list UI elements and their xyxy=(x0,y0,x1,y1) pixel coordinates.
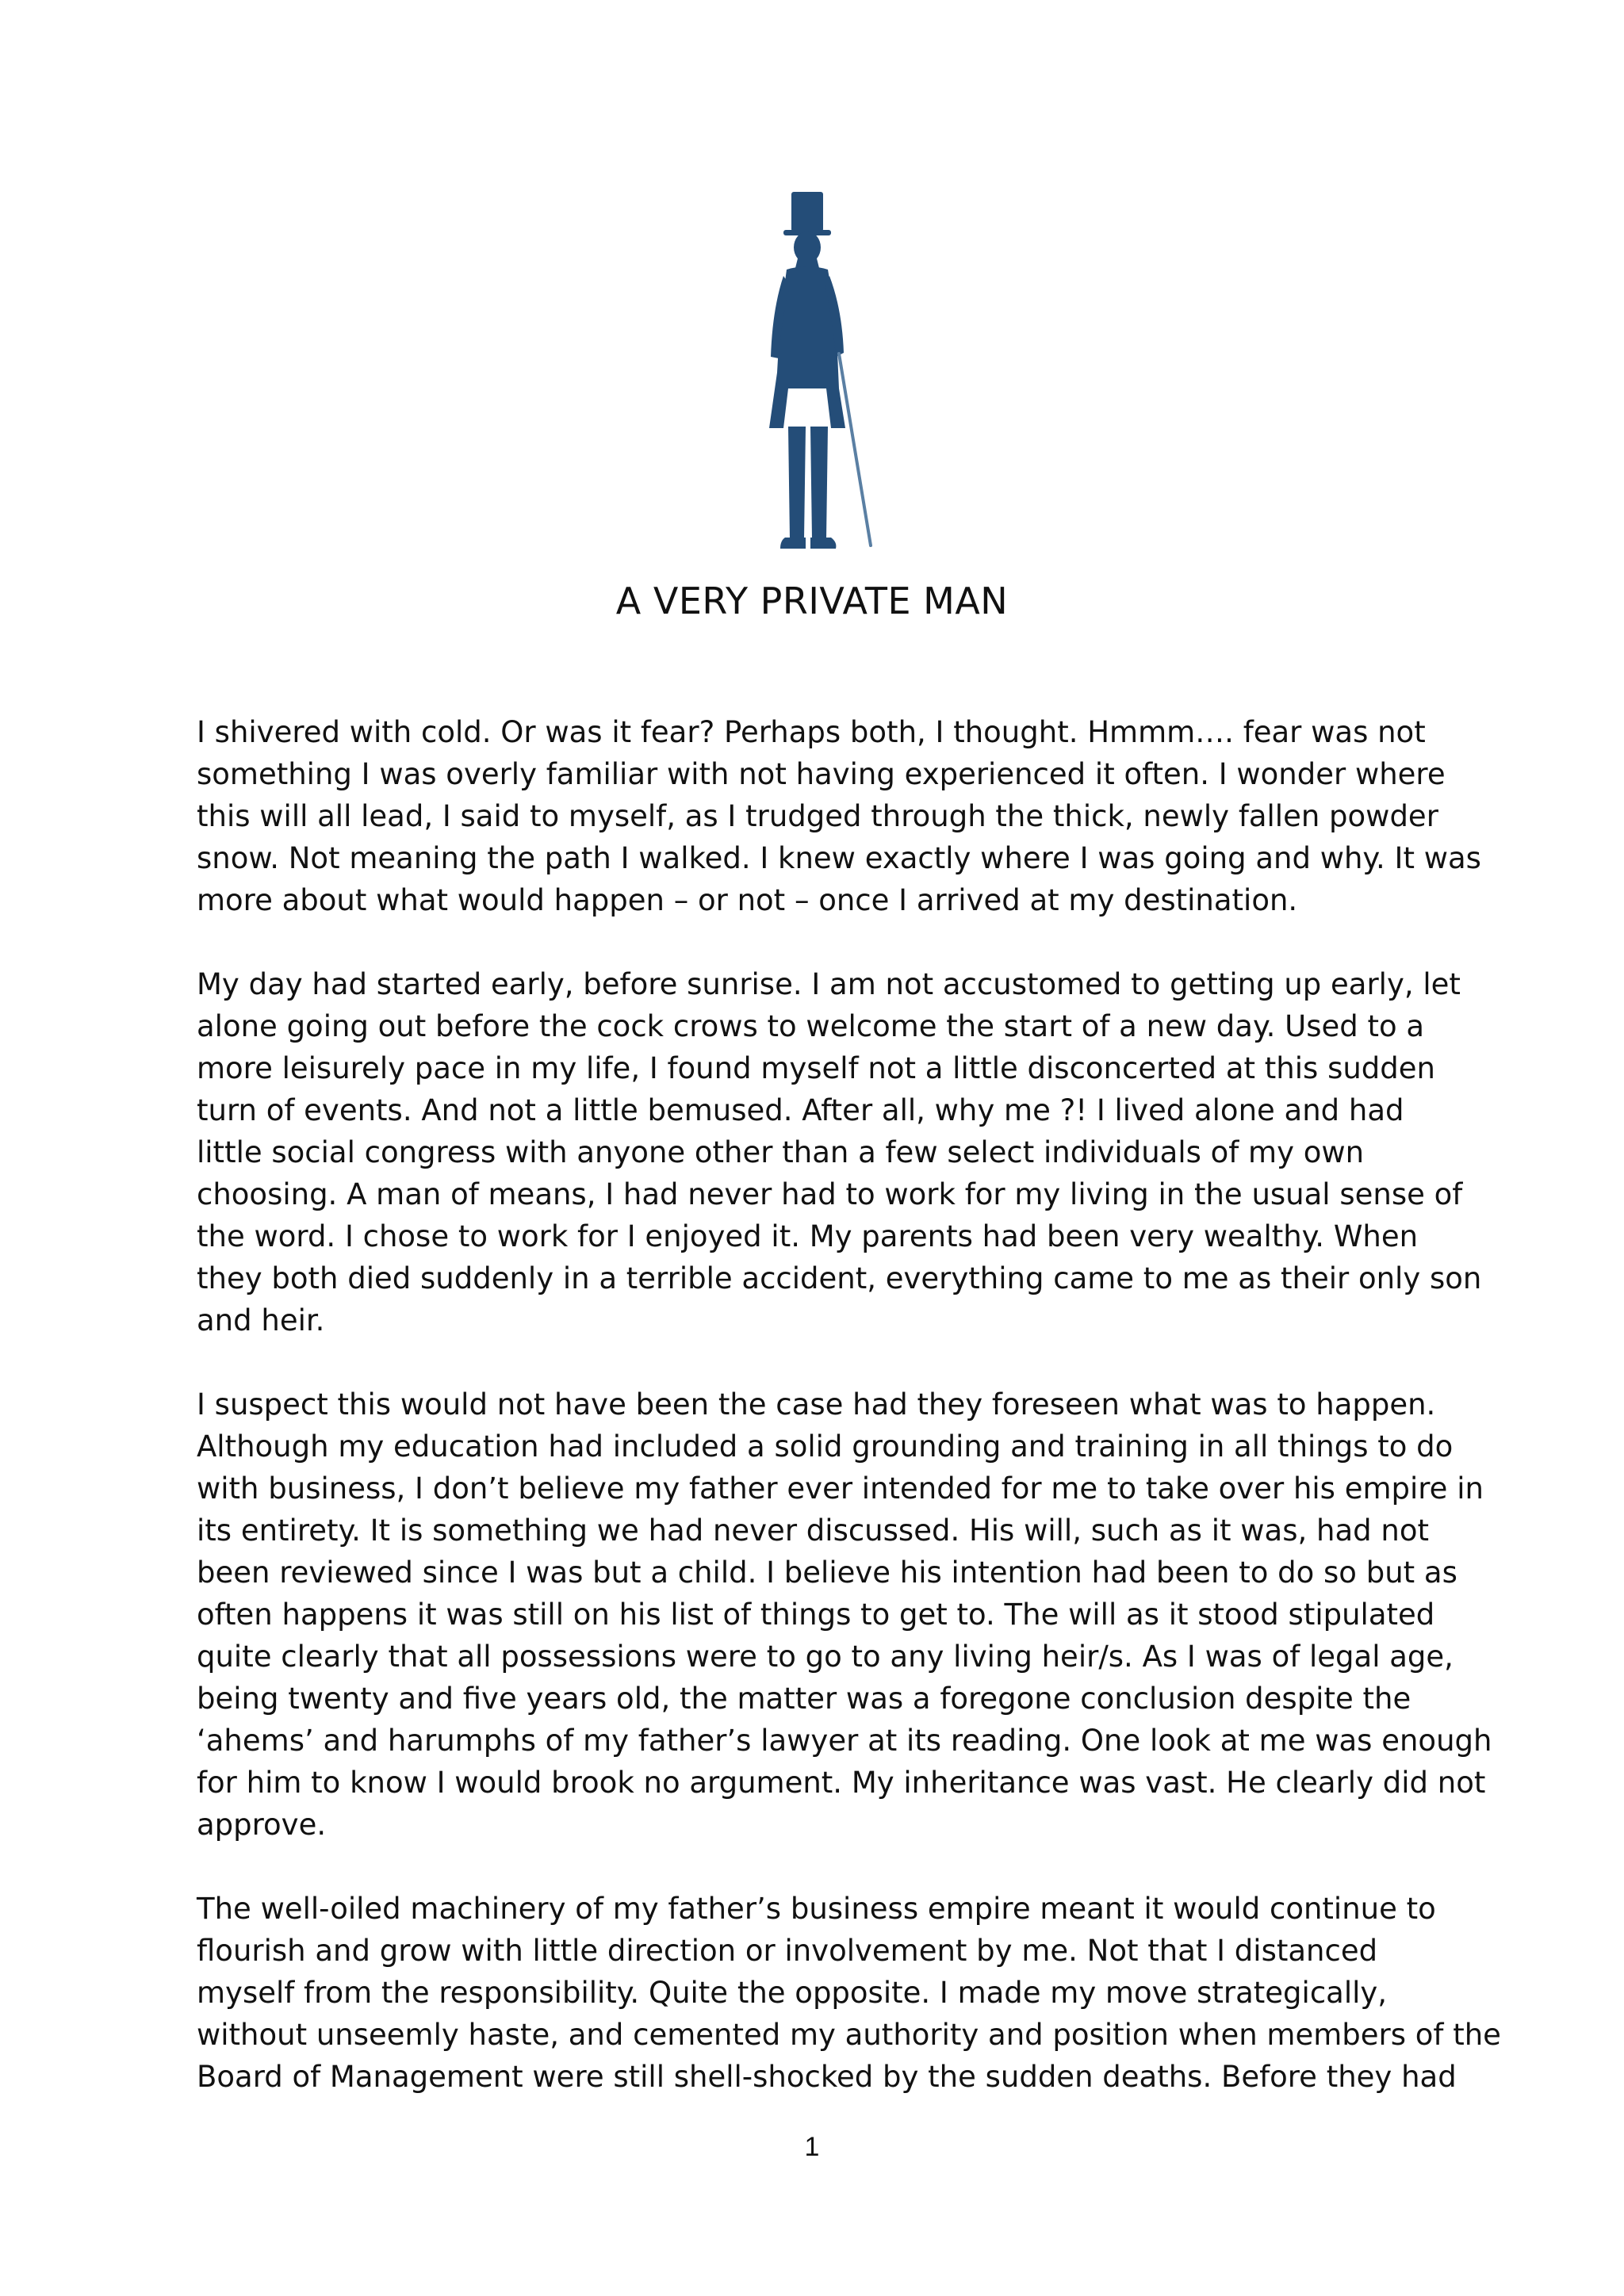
top-hat-gentleman-silhouette-icon xyxy=(737,190,888,571)
text-line: choosing. A man of means, I had never had to work for my living in the usual sense of xyxy=(197,1177,1463,1211)
text-line: more leisurely pace in my life, I found myself not a little disconcerted at this sudden xyxy=(197,1051,1435,1085)
paragraph xyxy=(197,711,1481,921)
text-line: and heir. xyxy=(197,1303,325,1337)
story-title: A VERY PRIVATE MAN xyxy=(615,580,1009,622)
text-line: Although my education had included a solid grounding and training in all things to do xyxy=(197,1429,1454,1464)
text-line: the word. I chose to work for I enjoyed it. My parents had been very wealthy. When xyxy=(197,1219,1419,1253)
text-line: turn of events. And not a little bemused. After all, why me ?! I lived alone and had xyxy=(197,1093,1404,1127)
text-line: being twenty and five years old, the matter was a foregone conclusion despite the xyxy=(197,1682,1411,1716)
text-line: they both died suddenly in a terrible accident, everything came to me as their only son xyxy=(197,1261,1482,1295)
text-line: Board of Management were still shell-shocked by the sudden deaths. Before they had xyxy=(197,2060,1457,2094)
text-line: without unseemly haste, and cemented my authority and position when members of the xyxy=(197,2018,1501,2052)
story-body xyxy=(197,711,1501,2140)
text-line: approve. xyxy=(197,1808,327,1842)
paragraph xyxy=(197,1383,1492,1846)
text-line: snow. Not meaning the path I walked. I knew exactly where I was going and why. It was xyxy=(197,841,1481,875)
text-line: been reviewed since I was but a child. I believe his intention had been to do so but as xyxy=(197,1556,1457,1590)
text-line: ‘ahems’ and harumphs of my father’s lawyer at its reading. One look at me was enough xyxy=(197,1724,1492,1758)
text-line: this will all lead, I said to myself, as I trudged through the thick, newly fallen powder xyxy=(197,799,1438,833)
page-number: 1 xyxy=(804,2132,820,2162)
text-line: quite clearly that all possessions were to go to any living heir/s. As I was of legal age, xyxy=(197,1640,1454,1674)
text-line: I suspect this would not have been the case had they foreseen what was to happen. xyxy=(197,1387,1436,1422)
text-line: little social congress with anyone other than a few select individuals of my own xyxy=(197,1135,1365,1169)
text-line: with business, I don’t believe my father ever intended for me to take over his empire in xyxy=(197,1471,1484,1506)
text-line: I shivered with cold. Or was it fear? Perhaps both, I thought. Hmmm…. fear was not xyxy=(197,715,1426,749)
text-line: My day had started early, before sunrise. I am not accustomed to getting up early, let xyxy=(197,967,1461,1001)
text-line: The well-oiled machinery of my father’s business empire meant it would continue to xyxy=(197,1892,1436,1926)
text-line: alone going out before the cock crows to welcome the start of a new day. Used to a xyxy=(197,1009,1425,1043)
text-line: its entirety. It is something we had never discussed. His will, such as it was, had not xyxy=(197,1513,1429,1548)
text-line: myself from the responsibility. Quite the opposite. I made my move strategically, xyxy=(197,1976,1388,2010)
text-line: for him to know I would brook no argument. My inheritance was vast. He clearly did not xyxy=(197,1766,1486,1800)
paragraph xyxy=(197,963,1482,1341)
text-line: flourish and grow with little direction or involvement by me. Not that I distanced xyxy=(197,1934,1378,1968)
paragraph xyxy=(197,1888,1501,2098)
text-line: something I was overly familiar with not having experienced it often. I wonder where xyxy=(197,757,1446,791)
text-line: more about what would happen – or not – once I arrived at my destination. xyxy=(197,883,1298,917)
text-line: often happens it was still on his list of things to get to. The will as it stood stipulated xyxy=(197,1598,1435,1632)
